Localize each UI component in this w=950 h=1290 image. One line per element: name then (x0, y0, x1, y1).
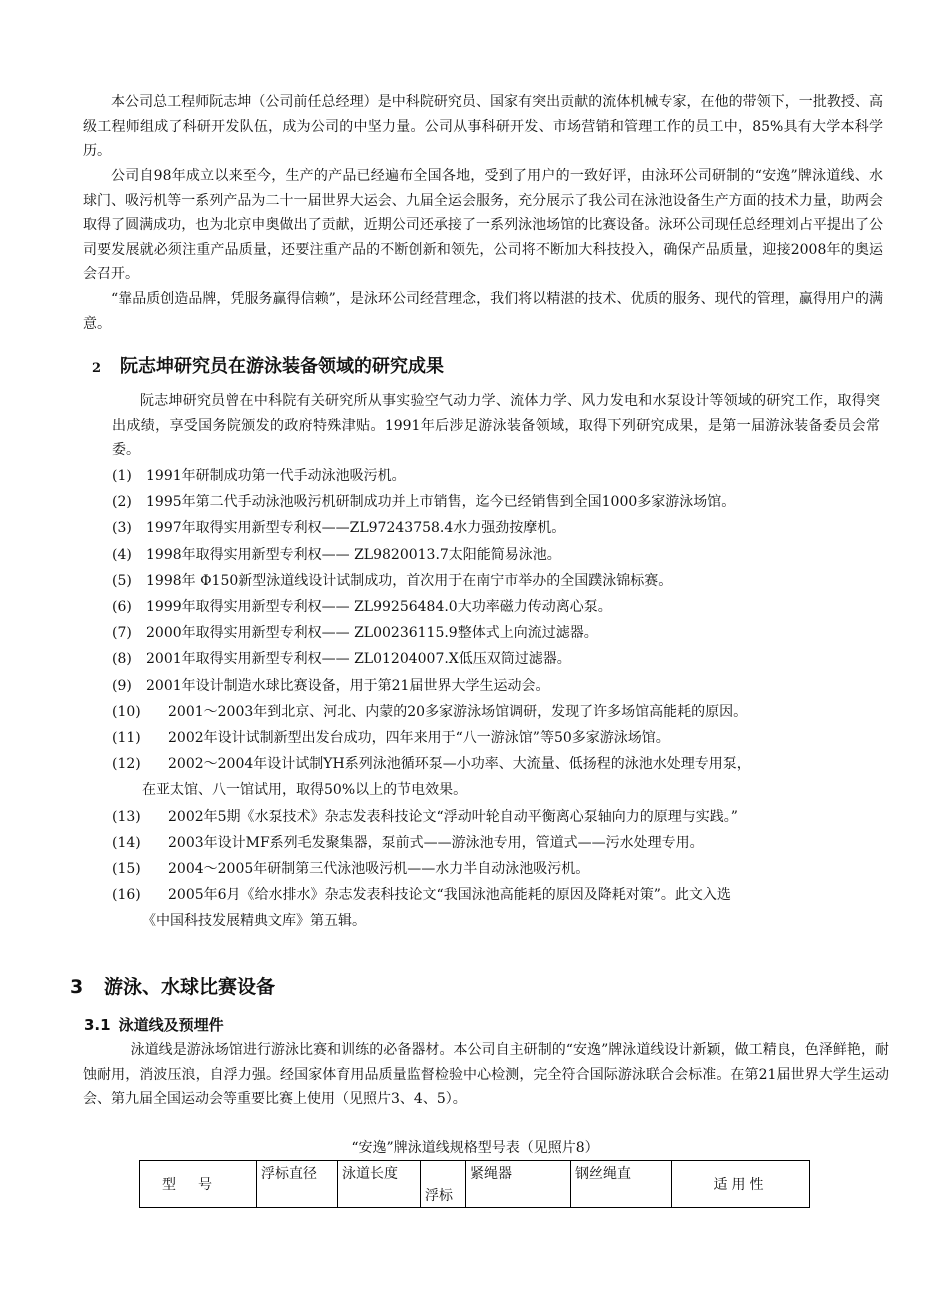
item-text-continued: 《中国科技发展精典文库》第五辑。 (142, 913, 366, 930)
list-item (112, 515, 882, 541)
item-number: (1) (112, 468, 132, 484)
item-text: 2001～2003年到北京、河北、内蒙的20多家游泳场馆调研，发现了许多场馆高能耗的原因。 (168, 703, 748, 720)
item-number: (5) (112, 572, 132, 589)
list-item (112, 646, 882, 672)
header-float-diameter: 浮标直径 (257, 1161, 338, 1208)
list-item (112, 751, 882, 803)
item-text: 2001年取得实用新型专利权—— ZL01204007.X低压双筒过滤器。 (146, 651, 571, 668)
header-wire-rope-diameter: 钢丝绳直 (571, 1161, 672, 1208)
header-applicability: 适用性 (672, 1161, 810, 1208)
item-number: (9) (112, 677, 132, 694)
item-number: (6) (112, 599, 132, 616)
item-text: 2000年取得实用新型专利权—— ZL00236115.9整体式上向流过滤器。 (146, 625, 598, 642)
list-item (112, 463, 882, 489)
item-text: 1997年取得实用新型专利权——ZL97243758.4水力强劲按摩机。 (146, 520, 566, 537)
section-2-title: 阮志坤研究员在游泳装备领域的研究成果 (120, 356, 444, 377)
section-2-intro: 阮志坤研究员曾在中科院有关研究所从事实验空气动力学、流体力学、风力发电和水泵设计等领域的研究工作，取得突出成绩，享受国务院颁发的政府特殊津贴。1991年后涉足游泳装备领域，取得下列研究成果，是第一届游泳装备委员会常委。 (112, 393, 880, 458)
header-float: 浮标 (421, 1161, 466, 1208)
item-text: 2001年设计制造水球比赛设备，用于第21届世界大学生运动会。 (146, 677, 550, 694)
item-number: (14) (112, 834, 141, 851)
list-item (112, 673, 882, 699)
item-text-continued: 在亚太馆、八一馆试用，取得50%以上的节电效果。 (142, 782, 468, 799)
section-2-number: 2 (92, 361, 102, 376)
list-item (112, 830, 882, 856)
section-3-title: 游泳、水球比赛设备 (104, 976, 276, 998)
item-number: (10) (112, 703, 141, 720)
item-number: (7) (112, 625, 132, 642)
item-text: 2002～2004年设计试制YH系列泳池循环泵—小功率、大流量、低扬程的泳池水处理专用泵， (168, 756, 751, 773)
item-text: 1991年研制成功第一代手动泳池吸污机。 (146, 468, 406, 484)
header-tensioner: 紧绳器 (466, 1161, 571, 1208)
item-text: 2004～2005年研制第三代泳池吸污机——水力半自动泳池吸污机。 (168, 861, 590, 878)
item-text: 1998年 Φ150新型泳道线设计试制成功，首次用于在南宁市举办的全国蹼泳锦标赛。 (146, 572, 673, 589)
item-number: (2) (112, 494, 132, 511)
item-number: (16) (112, 887, 141, 904)
achievement-list (112, 463, 882, 935)
subsection-3-1-heading (84, 1014, 224, 1035)
section-3-number: 3 (70, 976, 84, 998)
item-text: 1995年第二代手动泳池吸污机研制成功并上市销售，迄今已经销售到全国1000多家游泳场馆。 (146, 494, 736, 511)
list-item (112, 725, 882, 751)
table-header-row (140, 1161, 810, 1208)
intro-paragraph-1: 本公司总工程师阮志坤（公司前任总经理）是中科院研究员、国家有突出贡献的流体机械专家，在他的带领下，一批教授、高级工程师组成了科研开发队伍，成为公司的中坚力量。公司从事科研开发、市场营销和管理工作的员工中，85%具有大学本科学历。 (83, 94, 883, 159)
section-3-heading (70, 972, 275, 999)
subsection-title: 泳道线及预埋件 (118, 1016, 224, 1034)
spec-table (139, 1160, 810, 1208)
item-text: 2005年6月《给水排水》杂志发表科技论文“我国泳池高能耗的原因及降耗对策”。此文入选 (168, 887, 731, 904)
item-number: (3) (112, 520, 132, 537)
item-text: 2003年设计MF系列毛发聚集器，泵前式——游泳池专用，管道式——污水处理专用。 (168, 834, 704, 851)
item-text: 1999年取得实用新型专利权—— ZL99256484.0大功率磁力传动离心泵。 (146, 599, 612, 616)
table-caption: “安逸”牌泳道线规格型号表（见照片8） (351, 1140, 599, 1156)
intro-paragraph-3: “靠品质创造品牌，凭服务赢得信赖”，是泳环公司经营理念，我们将以精湛的技术、优质的服务、现代的管理，赢得用户的满意。 (83, 291, 883, 332)
list-item (112, 594, 882, 620)
intro-paragraph-2: 公司自98年成立以来至今，生产的产品已经遍布全国各地，受到了用户的一致好评，由泳环公司研制的“安逸”牌泳道线、水球门、吸污机等一系列产品为二十一届世界大运会、九届全运会服务，充分展示了我公司在泳池设备生产方面的技术力量，助两会取得了圆满成功，也为北京申奥做出了贡献，近期公司还承接了一系列泳池场馆的比赛设备。泳环公司现任总经理刘占平提出了公司要发展就必须注重产品质量，还要注重产品的不断创新和领先，公司将不断加大科技投入，确保产品质量，迎接2008年的奥运会召开。 (83, 168, 883, 282)
item-number: (11) (112, 730, 141, 747)
item-number: (4) (112, 546, 132, 563)
item-text: 2002年5期《水泵技术》杂志发表科技论文“浮动叶轮自动平衡离心泵轴向力的原理与实践。” (168, 808, 738, 825)
item-number: (8) (112, 651, 132, 668)
list-item (112, 489, 882, 515)
section-2-heading (92, 352, 444, 378)
item-number: (13) (112, 808, 141, 825)
subsection-3-1-body: 泳道线是游泳场馆进行游泳比赛和训练的必备器材。本公司自主研制的“安逸”牌泳道线设计新颖，做工精良，色泽鲜艳，耐蚀耐用，消波压浪，自浮力强。经国家体育用品质量监督检验中心检测，完全符合国际游泳联合会标准。在第21届世界大学生运动会、第九届全国运动会等重要比赛上使用（见照片3、4、5）。 (83, 1042, 889, 1107)
item-text: 2002年设计试制新型出发台成功，四年来用于“八一游泳馆”等50多家游泳场馆。 (168, 730, 670, 747)
list-item (112, 620, 882, 646)
header-model: 型号 (140, 1161, 257, 1208)
list-item (112, 568, 882, 594)
subsection-number: 3.1 (84, 1016, 111, 1034)
list-item (112, 804, 882, 830)
item-number: (15) (112, 861, 141, 878)
list-item (112, 699, 882, 725)
header-lane-length: 泳道长度 (338, 1161, 421, 1208)
list-item (112, 542, 882, 568)
list-item (112, 856, 882, 882)
item-number: (12) (112, 756, 141, 773)
item-text: 1998年取得实用新型专利权—— ZL9820013.7太阳能简易泳池。 (146, 546, 561, 563)
list-item (112, 882, 882, 934)
